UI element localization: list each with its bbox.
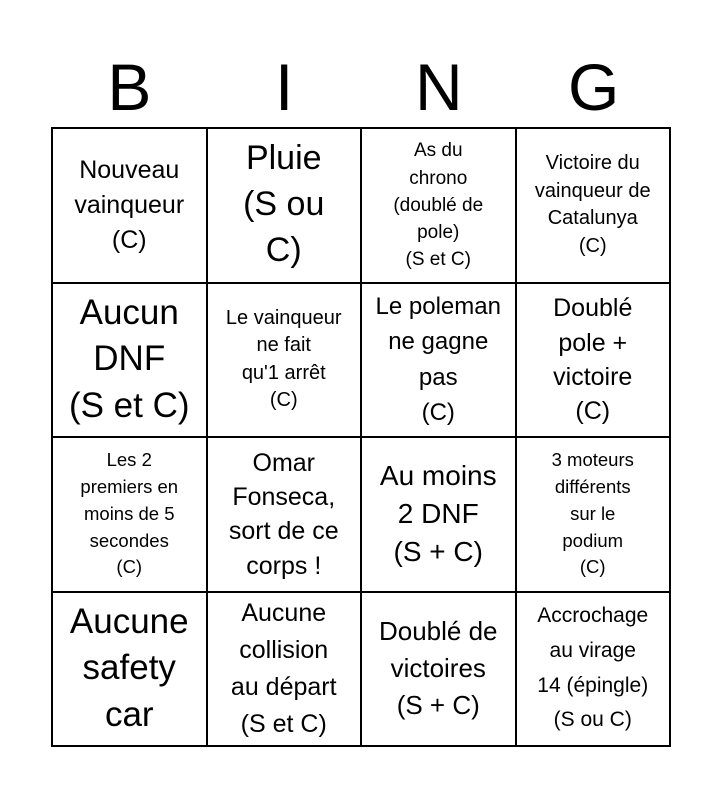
bingo-square[interactable] [517,129,672,284]
square-text-line: safety [82,648,176,688]
square-text-line: (doublé de [393,194,484,216]
square-text-line: Catalunya [547,207,638,230]
square-text-line: (S + C) [393,536,483,568]
bingo-square[interactable] [362,129,517,284]
square-text-line: ne gagne [388,328,489,356]
square-text-line: au départ [230,672,337,701]
bingo-square[interactable] [362,438,517,593]
square-text-line: vainqueur de [534,179,651,202]
bingo-square[interactable] [362,593,517,748]
bingo-square[interactable] [53,129,208,284]
square-text-line: victoires [390,653,486,684]
square-text-line: victoire [553,362,633,391]
square-text-line: podium [562,529,624,551]
square-text-line: pole) [417,221,460,243]
bingo-square[interactable] [517,593,672,748]
square-text-line: Doublé [553,294,633,323]
square-text-line: (C) [111,225,147,254]
square-text-line: 14 (épingle) [537,673,649,697]
square-text-line: Omar [252,448,315,477]
square-text-line: (C) [575,397,611,425]
square-text-line: (S et C) [68,386,190,426]
square-text-line: sort de ce [228,517,339,546]
square-text-line: Doublé de [378,615,498,646]
square-text-line: DNF [93,339,166,379]
square-text-line: qu'1 arrêt [241,361,326,384]
square-text-line: (C) [579,556,606,578]
square-text-line: chrono [409,167,468,189]
square-text-line: pole + [558,328,628,357]
square-text-line: différents [554,476,631,498]
square-text-line: au virage [549,639,636,663]
square-text-line: (S + C) [396,690,480,721]
bingo-square[interactable] [53,438,208,593]
square-text-line: (S et C) [405,248,471,270]
square-text-line: Nouveau [79,155,180,184]
square-text-line: Aucune [241,598,327,627]
square-text-line: ne fait [256,334,311,357]
square-text-line: (S ou [243,185,325,224]
square-text-line: Pluie [245,139,322,178]
bingo-square[interactable] [53,593,208,748]
square-text-line: collision [239,635,329,664]
square-text-line: Au moins [379,459,497,491]
square-text-line: moins de 5 [84,502,175,524]
bingo-square[interactable] [208,129,363,284]
square-text-line: As du [413,140,463,162]
square-text-line: corps ! [246,551,322,580]
square-text-line: (S et C) [240,709,327,738]
square-text-line: 3 moteurs [551,449,634,471]
bingo-square[interactable] [53,284,208,439]
square-text-line: vainqueur [74,190,185,219]
bingo-card-grid [51,127,671,747]
square-text-line: pas [418,363,458,391]
square-text-line: (C) [578,234,607,257]
square-text-line: 2 DNF [397,498,479,530]
bingo-square[interactable] [208,284,363,439]
bingo-square[interactable] [517,438,672,593]
bingo-header [52,52,671,122]
header-letter-g: G [567,50,620,124]
bingo-square[interactable] [362,284,517,439]
square-text-line: Aucune [69,601,189,641]
square-text-line: secondes [89,529,169,551]
square-text-line: C) [265,231,302,270]
square-text-line: (C) [116,556,143,578]
square-text-line: car [104,695,154,735]
header-letter-n: N [415,50,463,124]
square-text-line: sur le [570,502,616,524]
square-text-line: Aucun [79,292,179,332]
square-text-line: Le vainqueur [225,306,342,329]
square-text-line: Le poleman [375,292,501,320]
header-letter-b: B [107,50,152,124]
bingo-square[interactable] [517,284,672,439]
bingo-square[interactable] [208,438,363,593]
square-text-line: (C) [269,389,298,412]
square-text-line: (S ou C) [553,708,632,732]
square-text-line: Victoire du [545,152,640,175]
square-text-line: Accrochage [537,604,649,628]
square-text-line: Les 2 [106,449,152,471]
square-text-line: premiers en [80,476,179,498]
square-text-line: (C) [421,399,455,427]
bingo-square[interactable] [208,593,363,748]
square-text-line: Fonseca, [232,483,336,511]
header-letter-i: I [274,50,294,124]
